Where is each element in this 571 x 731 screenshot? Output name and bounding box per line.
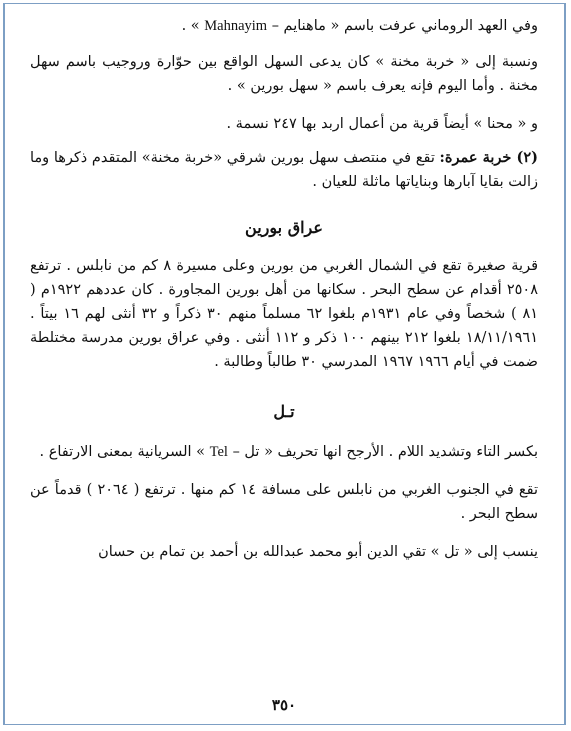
tell-latin-term: Tel	[209, 444, 228, 460]
page-number: ٣٥٠	[271, 696, 297, 714]
footnote-2	[30, 146, 538, 194]
section-tell-paragraph-1	[30, 440, 538, 464]
section-title-tell: تـل	[273, 402, 295, 421]
intro-paragraph-3: و « محنا » أيضاً قرية من أعمال اربد بها ٢٤٧ نسمة .	[226, 116, 538, 132]
intro-paragraph-2: ونسبة إلى « خربة مخنة » كان يدعى السهل الواقع بين حوّارة وروجيب باسم سهل مخنة . وأما اليوم فإنه يعرف باسم « سهل بورين » .	[30, 54, 538, 94]
intro-line-prefix: وفي العهد الروماني عرفت باسم « ماهنايم –	[267, 18, 538, 34]
tell-para1-suffix: » السريانية بمعنى الارتفاع .	[39, 444, 210, 460]
section-tell-paragraph-2: تقع في الجنوب الغربي من نابلس على مسافة ١٤ كم منها . ترتفع ( ٢٠٦٤ ) قدماً عن سطح البحر .	[30, 482, 538, 522]
intro-latin-term: Mahnayim	[204, 18, 268, 34]
section-title-iraq-burin: عراق بورين	[245, 218, 323, 237]
book-page	[30, 6, 538, 721]
section-tell-paragraph-3: ينسب إلى « تل » تقي الدين أبو محمد عبدالله بن أحمد بن تمام بن حسان	[98, 544, 538, 560]
footnote-text: تقع في منتصف سهل بورين شرقي «خربة مخنة» المتقدم ذكرها وما زالت بقايا آبارها وبناياتها ماثلة للعيان .	[30, 150, 538, 190]
footnote-label: (٢) خربة عمرة:	[439, 149, 538, 166]
intro-line	[30, 14, 538, 38]
tell-para1-prefix: بكسر التاء وتشديد اللام . الأرجح انها تحريف « تل –	[227, 444, 538, 460]
section-iraq-burin-paragraph: قرية صغيرة تقع في الشمال الغربي من بورين وعلى مسيرة ٨ كم من نابلس . ترتفع ٢٥٠٨ أقدام عن سطح البحر . سكانها من أهل بورين المجاورة . كان عددهم ١٩٢٢م ( ٨١ ) شخصاً وفي عام ١٩٣١م بلغوا ٦٢ مسلماً منهم ٣٠ ذكراً و ٣٢ أنثى لهم ١٦ بيتاً . ١٨/١١/١٩٦١ بلغوا ٢١٢ بينهم ١٠٠ ذكر و ١١٢ أنثى . وفي عراق بورين مدرسة مختلطة ضمت في أيام ١٩٦٦ ١٩٦٧ المدرسي ٣٠ طالباً وطالبة .	[30, 258, 539, 370]
intro-line-suffix: » .	[181, 18, 205, 34]
